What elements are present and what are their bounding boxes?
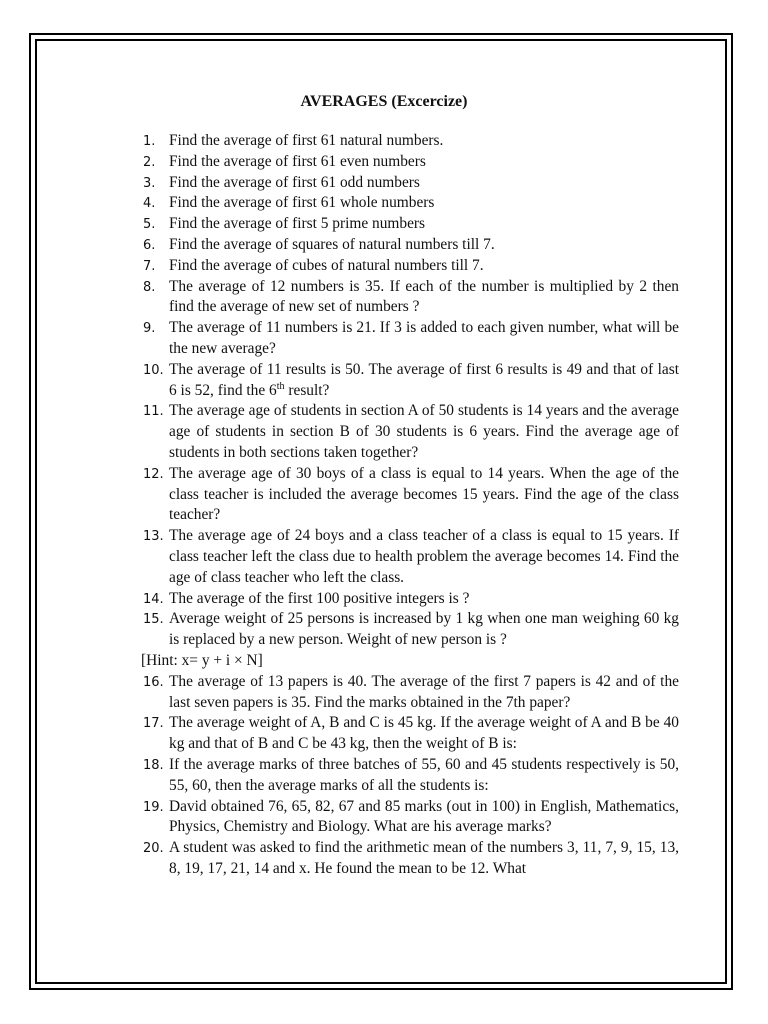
item-number: 11.	[143, 404, 164, 420]
item-number: 3.	[143, 175, 156, 191]
list-item	[143, 838, 679, 880]
item-text: David obtained 76, 65, 82, 67 and 85 marks (out in 100) in English, Mathematics, Physics, Chemistry and Biology. What are his average marks?	[169, 797, 679, 836]
question-list	[143, 131, 679, 880]
list-item	[143, 277, 679, 319]
item-text: The average of 11 results is 50. The average of first 6 results is 49 and that of last 6 is 52, find the 6	[169, 360, 679, 399]
list-item	[143, 235, 679, 256]
list-item	[143, 755, 679, 797]
item-text: Average weight of 25 persons is increased by 1 kg when one man weighing 60 kg is replaced by a new person. Weight of new person is ?	[169, 610, 679, 649]
list-item	[143, 131, 679, 152]
list-item	[143, 672, 679, 714]
item-number: 7.	[143, 258, 156, 274]
item-number: 1.	[143, 134, 156, 149]
item-number: 6.	[143, 237, 156, 253]
list-item	[143, 797, 679, 839]
item-text: The average age of students in section A of 50 students is 14 years and the average age of students in section B of 30 students is 6 years. Find the average age of students in both sections taken together?	[169, 402, 679, 461]
list-item	[143, 173, 679, 194]
item-number: 10.	[143, 362, 164, 378]
item-number: 20.	[143, 841, 164, 857]
item-number: 19.	[143, 799, 164, 815]
item-text: The average of the first 100 positive integers is ?	[169, 589, 470, 607]
item-text: The average of 13 papers is 40. The average of the first 7 papers is 42 and of the last seven papers is 35. Find the marks obtained in the 7th paper?	[169, 672, 679, 711]
list-item	[143, 360, 679, 402]
item-text: The average of 11 numbers is 21. If 3 is added to each given number, what will be the new average?	[169, 319, 679, 357]
item-text: The average age of 24 boys and a class teacher of a class is equal to 15 years. If class teacher left the class due to health problem the average becomes 14. Find the age of class teacher who left the class.	[169, 527, 679, 586]
item-number: 17.	[143, 716, 164, 732]
list-item	[143, 318, 679, 360]
item-number: 15.	[143, 612, 164, 628]
list-item	[143, 214, 679, 235]
item-number: 14.	[143, 591, 164, 607]
list-item	[143, 526, 679, 588]
item-number: 2.	[143, 154, 156, 170]
item-text: Find the average of first 61 odd numbers	[169, 173, 420, 191]
item-text: Find the average of first 5 prime numbers	[169, 215, 426, 233]
item-number: 18.	[143, 757, 164, 773]
item-number: 9.	[143, 321, 156, 337]
item-number: 5.	[143, 217, 156, 233]
item-text: Find the average of first 61 even numbers	[169, 152, 426, 170]
list-item	[143, 193, 679, 214]
list-item	[143, 589, 679, 610]
item-number: 4.	[143, 196, 156, 212]
list-item	[143, 713, 679, 755]
item-number: 8.	[143, 279, 156, 295]
list-item	[143, 152, 679, 173]
item-text: The average of 12 numbers is 35. If each of the number is multiplied by 2 then find the average of new set of numbers ?	[169, 277, 679, 316]
list-item	[143, 256, 679, 277]
item-text: Find the average of squares of natural numbers till 7.	[169, 235, 495, 253]
item-number: 16.	[143, 674, 164, 690]
item-text: Find the average of first 61 natural numbers.	[169, 132, 444, 149]
list-item	[143, 464, 679, 526]
item-number: 13.	[143, 529, 164, 545]
item-text: If the average marks of three batches of 55, 60 and 45 students respectively is 50, 55, 60, then the average marks of all the students is:	[169, 755, 679, 794]
item-text-end: result?	[284, 381, 330, 399]
item-text: Find the average of cubes of natural numbers till 7.	[169, 256, 484, 274]
item-text: Find the average of first 61 whole numbers	[169, 194, 435, 212]
list-item	[143, 401, 679, 463]
item-text: The average age of 30 boys of a class is equal to 14 years. When the age of the class teacher is included the average becomes 15 years. Find the age of the class teacher?	[169, 464, 679, 524]
item-text: The average weight of A, B and C is 45 kg. If the average weight of A and B be 40 kg and that of B and C be 43 kg, then the weight of B is:	[169, 714, 679, 753]
item-number: 12.	[143, 466, 164, 482]
item-text: A student was asked to find the arithmetic mean of the numbers 3, 11, 7, 9, 15, 13, 8, 19, 17, 21, 14 and x. He found the mean to be 12. What	[169, 839, 679, 877]
list-item	[143, 609, 679, 651]
page-title: AVERAGES (Excercize)	[300, 93, 468, 110]
ordinal-suffix: th	[276, 380, 285, 392]
hint-line: [Hint: x= y + i × N]	[141, 651, 263, 669]
